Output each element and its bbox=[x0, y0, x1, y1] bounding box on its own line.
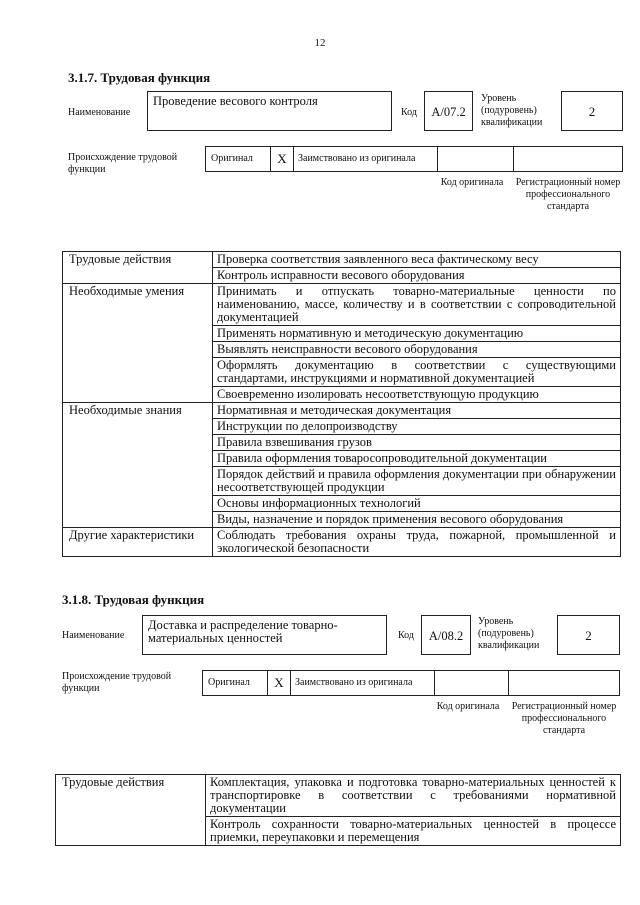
code-original-label: Код оригинала bbox=[440, 177, 504, 188]
code-label: Код bbox=[398, 630, 414, 641]
code-original-cell bbox=[438, 147, 514, 171]
level-box bbox=[557, 615, 620, 655]
table-cell: Комплектация, упаковка и подготовка товарно-материальных ценностей к транспортировке в соответствии с требованиями нормативной документации bbox=[206, 775, 621, 817]
reg-number-label: Регистрационный номер профессионального стандарта bbox=[511, 701, 617, 736]
function-table bbox=[55, 774, 621, 846]
row-header: Трудовые действия bbox=[63, 252, 213, 284]
reg-number-label: Регистрационный номер профессионального стандарта bbox=[515, 177, 621, 212]
name-label: Наименование bbox=[68, 107, 131, 118]
code-value: А/08.2 bbox=[428, 629, 464, 643]
table-cell: Выявлять неисправности весового оборудования bbox=[213, 342, 621, 358]
code-label: Код bbox=[401, 107, 417, 118]
table-cell: Нормативная и методическая документация bbox=[213, 403, 621, 419]
origin-label: Происхождение трудовой функции bbox=[68, 152, 178, 175]
reg-number-cell bbox=[514, 147, 622, 171]
table-cell: Контроль сохранности товарно-материальных ценностей в процессе приемки, переупаковки и перемещения bbox=[206, 817, 621, 846]
table-cell: Контроль исправности весового оборудования bbox=[213, 268, 621, 284]
code-value: А/07.2 bbox=[431, 105, 466, 119]
table-cell: Виды, назначение и порядок применения весового оборудования bbox=[213, 512, 621, 528]
code-box bbox=[421, 615, 471, 655]
function-name-box bbox=[142, 615, 387, 655]
table-cell: Правила оформления товаросопроводительной документации bbox=[213, 451, 621, 467]
table-cell: Своевременно изолировать несоответствующую продукцию bbox=[213, 387, 621, 403]
table-cell: Порядок действий и правила оформления документации при обнаружении несоответствующей продукции bbox=[213, 467, 621, 496]
row-header: Другие характеристики bbox=[63, 528, 213, 557]
name-label: Наименование bbox=[62, 630, 125, 641]
table-cell: Правила взвешивания грузов bbox=[213, 435, 621, 451]
table-cell: Основы информационных технологий bbox=[213, 496, 621, 512]
function-name-box bbox=[147, 91, 392, 131]
function-name: Проведение весового контроля bbox=[153, 94, 318, 108]
table-cell: Принимать и отпускать товарно-материальные ценности по наименованию, массе, количеству и в соответствии с сопроводительной документацией bbox=[213, 284, 621, 326]
table-cell: Оформлять документацию в соответствии с существующими стандартами, инструкциями и нормативной документацией bbox=[213, 358, 621, 387]
section-title: 3.1.8. Трудовая функция bbox=[62, 592, 205, 607]
origin-label: Происхождение трудовой функции bbox=[62, 671, 172, 694]
table-cell: Применять нормативную и методическую документацию bbox=[213, 326, 621, 342]
borrowed-label: Заимствовано из оригинала bbox=[295, 677, 413, 688]
level-box bbox=[561, 91, 623, 131]
original-mark: X bbox=[274, 675, 284, 690]
page-number: 12 bbox=[314, 37, 326, 49]
row-header: Трудовые действия bbox=[56, 775, 206, 846]
reg-number-cell bbox=[509, 671, 619, 695]
original-mark: X bbox=[277, 151, 287, 166]
function-table bbox=[62, 251, 621, 557]
table-cell: Соблюдать требования охраны труда, пожарной, промышленной и экологической безопасности bbox=[213, 528, 621, 557]
level-value: 2 bbox=[585, 628, 592, 643]
borrowed-label: Заимствовано из оригинала bbox=[298, 153, 416, 164]
code-original-cell bbox=[435, 671, 509, 695]
level-value: 2 bbox=[588, 104, 596, 119]
level-label: Уровень (подуровень) квалификации bbox=[481, 93, 543, 128]
row-header: Необходимые умения bbox=[63, 284, 213, 403]
table-cell: Инструкции по делопроизводству bbox=[213, 419, 621, 435]
original-label: Оригинал bbox=[211, 153, 253, 164]
function-name: Доставка и распределение товарно-материальных ценностей bbox=[148, 618, 338, 645]
code-box bbox=[424, 91, 473, 131]
table-cell: Проверка соответствия заявленного веса фактическому весу bbox=[213, 252, 621, 268]
code-original-label: Код оригинала bbox=[436, 701, 500, 712]
level-label: Уровень (подуровень) квалификации bbox=[478, 616, 540, 651]
row-header: Необходимые знания bbox=[63, 403, 213, 528]
origin-table bbox=[202, 670, 620, 696]
origin-table bbox=[205, 146, 623, 172]
original-label: Оригинал bbox=[208, 677, 250, 688]
section-title: 3.1.7. Трудовая функция bbox=[68, 70, 211, 85]
